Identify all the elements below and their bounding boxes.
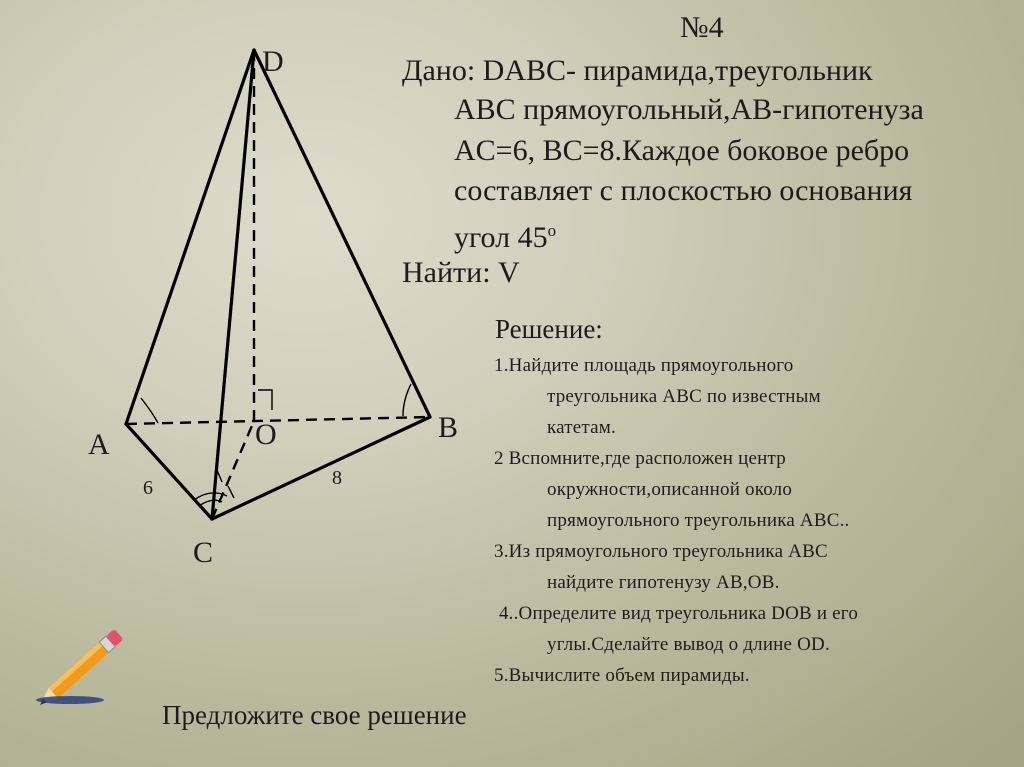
vertex-label-D: D — [262, 45, 284, 78]
given-line-4: составляет с плоскостью основания — [454, 174, 913, 207]
step-line-9: 4..Определите вид треугольника DOB и его — [494, 603, 859, 624]
step-line-8: найдите гипотенузу AB,OB. — [547, 572, 780, 593]
find-line: Найти: V — [402, 256, 520, 289]
edge-BC — [212, 417, 430, 519]
given-line-3: AC=6, BC=8.Каждое боковое ребро — [454, 134, 910, 167]
vertex-label-O: O — [255, 418, 277, 451]
tick-mark-CO-2 — [228, 486, 234, 498]
step-line-6: прямоугольного треугольника ABC.. — [547, 510, 850, 531]
step-line-11: 5.Вычислите объем пирамиды. — [494, 665, 750, 686]
edge-DB — [254, 50, 430, 417]
step-line-2: треугольника ABC по известным — [547, 386, 821, 407]
angle-mark-B — [403, 384, 411, 416]
step-line-10: углы.Сделайте вывод о длине OD. — [547, 634, 830, 655]
footer-prompt: Предложите свое решение — [162, 700, 467, 730]
step-line-4: 2 Вспомните,где расположен центр — [494, 448, 786, 469]
edge-DC — [212, 50, 254, 519]
step-line-1: 1.Найдите площадь прямоугольного — [494, 355, 794, 376]
edge-label-BC: 8 — [332, 467, 342, 489]
edge-AC — [126, 424, 212, 519]
edge-AB-hidden — [126, 417, 430, 424]
right-angle-mark-O — [258, 390, 272, 410]
vertex-label-B: B — [438, 411, 459, 444]
vertex-label-A: A — [88, 428, 110, 461]
step-line-7: 3.Из прямоугольного треугольника ABC — [494, 541, 828, 562]
vertex-label-C: C — [193, 536, 214, 569]
edge-DA — [126, 50, 254, 424]
tick-mark-CO-1 — [217, 470, 222, 482]
angle-mark-C-2 — [199, 500, 222, 506]
pencil-shadow — [36, 696, 104, 704]
given-line-1: Дано: DABC- пирамида,треугольник — [402, 54, 873, 87]
angle-mark-A — [141, 398, 158, 423]
angle-value: угол 45 — [454, 221, 548, 254]
given-line-5 — [454, 211, 556, 257]
step-line-3: катетам. — [547, 417, 616, 438]
given-line-2: ABC прямоугольный,AB-гипотенуза — [454, 93, 924, 126]
solution-title: Решение: — [495, 314, 603, 344]
edge-label-AC: 6 — [143, 477, 153, 499]
degree-sign: o — [547, 221, 557, 240]
slide-number: №4 — [680, 11, 724, 44]
step-line-5: окружности,описанной около — [547, 479, 793, 500]
